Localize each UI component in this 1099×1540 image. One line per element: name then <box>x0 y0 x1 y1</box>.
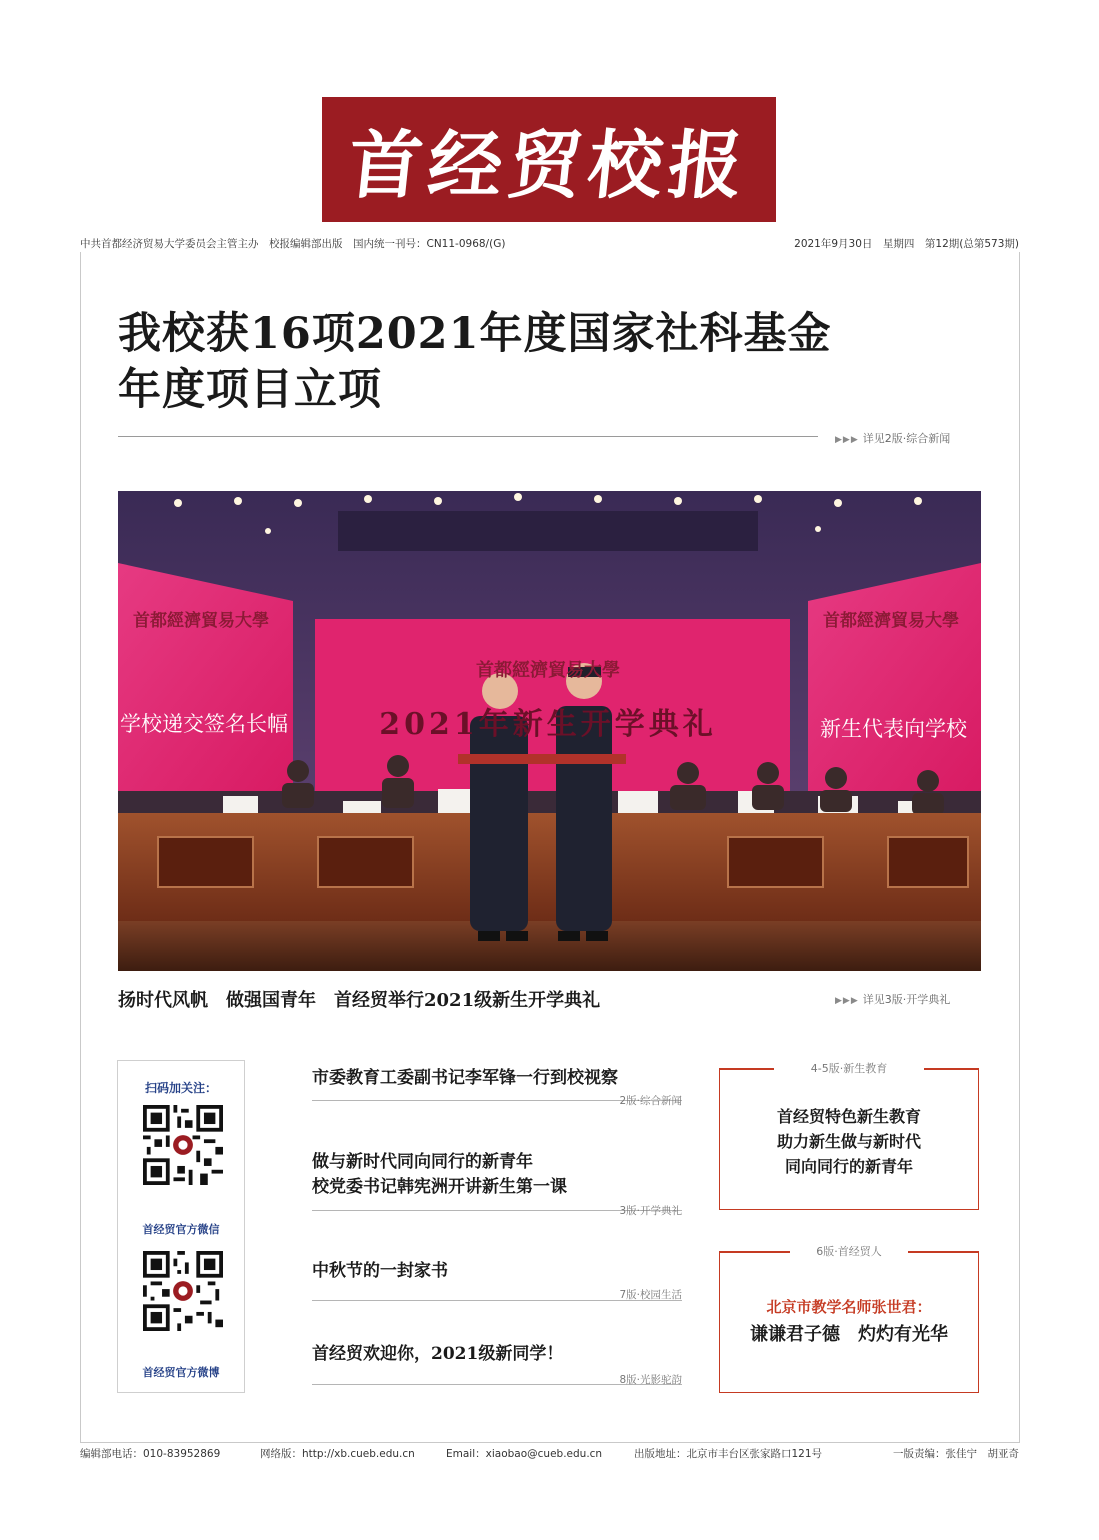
masthead <box>322 97 776 222</box>
feature-box-new-student-education[interactable] <box>719 1062 979 1210</box>
qr-title: 扫码加关注： <box>144 1081 217 1095</box>
footer-editors: 一版责编：张佳宁 胡亚奇 <box>893 1448 1019 1460</box>
caption-ref[interactable] <box>835 991 950 1007</box>
news-item-2-line-1: 做与新时代同向同行的新青年 <box>312 1152 533 1172</box>
feature-box-tag: 4-5版·新生教育 <box>810 1062 888 1075</box>
feature-box-body <box>720 1295 978 1347</box>
feature-box-line-3: 同向同行的新青年 <box>784 1157 913 1176</box>
qr-panel <box>117 1060 245 1393</box>
headline-ref-text: 详见2版·综合新闻 <box>862 432 951 445</box>
news-item-3-line-1: 中秋节的一封家书 <box>312 1261 448 1281</box>
news-item-1-title[interactable] <box>312 1066 618 1091</box>
headline-rule <box>118 436 818 437</box>
banner-right-logo: 首都經濟貿易大學 <box>823 611 959 631</box>
photo-caption: 扬时代风帆 做强国青年 首经贸举行2021级新生开学典礼 <box>118 990 601 1011</box>
banner-center-logo: 首都經濟貿易大學 <box>476 660 620 681</box>
banner-center-title: 2021年新生开学典礼 <box>379 707 717 742</box>
weibo-label: 首经贸官方微博 <box>142 1366 220 1379</box>
news-item-1-line-1: 市委教育工委副书记李军锋一行到校视察 <box>312 1068 618 1088</box>
banner-left-logo: 首都經濟貿易大學 <box>133 611 269 631</box>
arrows-icon: ▶▶▶ <box>835 996 859 1006</box>
news-item-4-line-1: 首经贸欢迎你，2021级新同学！ <box>312 1344 564 1364</box>
banner-left-text: 学校递交签名长幅 <box>120 712 288 736</box>
publisher-info: 中共首都经济贸易大学委员会主管主办 校报编辑部出版 国内统一刊号：CN11-0968/(G) <box>80 238 506 250</box>
news-item-2-title[interactable] <box>312 1150 567 1200</box>
headline-line-2: 年度项目立项 <box>118 365 382 415</box>
news-item-3-ref: 7版·校园生活 <box>619 1289 682 1301</box>
news-item-4-ref: 8版·光影驼韵 <box>619 1374 682 1386</box>
footer-address: 出版地址：北京市丰台区张家路口121号 <box>634 1448 823 1460</box>
news-item-2-line-2: 校党委书记韩宪洲开讲新生第一课 <box>312 1177 567 1197</box>
headline[interactable] <box>118 306 998 418</box>
masthead-title: 首经贸校报 <box>343 122 753 209</box>
feature-box-line-2: 谦谦君子德 灼灼有光华 <box>750 1324 948 1345</box>
feature-box-line-1: 首经贸特色新生教育 <box>776 1107 921 1126</box>
feature-box-people[interactable] <box>719 1245 979 1393</box>
news-item-1-ref: 2版·综合新闻 <box>619 1095 682 1107</box>
weibo-qr-code[interactable] <box>143 1251 223 1331</box>
news-item-2-ref: 3版·开学典礼 <box>619 1205 682 1217</box>
issue-info: 2021年9月30日 星期四 第12期(总第573期) <box>794 238 1019 250</box>
feature-box-highlight: 北京市教学名师张世君： <box>766 1298 932 1316</box>
banner-right-text: 新生代表向学校 <box>820 717 967 741</box>
headline-ref[interactable] <box>835 430 950 446</box>
footer-email[interactable]: Email：xiaobao@cueb.edu.cn <box>446 1448 603 1460</box>
news-item-4-title[interactable] <box>312 1342 563 1367</box>
feature-box-tag: 6版·首经贸人 <box>816 1245 882 1258</box>
feature-box-line-2: 助力新生做与新时代 <box>776 1132 921 1151</box>
caption-ref-text: 详见3版·开学典礼 <box>862 993 951 1006</box>
feature-box-body <box>720 1104 978 1179</box>
arrows-icon: ▶▶▶ <box>835 435 859 445</box>
ceremony-photo <box>118 491 981 971</box>
footer-web[interactable]: 网络版：http://xb.cueb.edu.cn <box>260 1448 415 1460</box>
wechat-label: 首经贸官方微信 <box>142 1223 220 1236</box>
headline-line-1: 我校获16项2021年度国家社科基金 <box>118 309 832 359</box>
footer-phone: 编辑部电话：010-83952869 <box>80 1448 221 1460</box>
wechat-qr-code[interactable] <box>143 1105 223 1185</box>
news-item-3-title[interactable] <box>312 1259 448 1284</box>
